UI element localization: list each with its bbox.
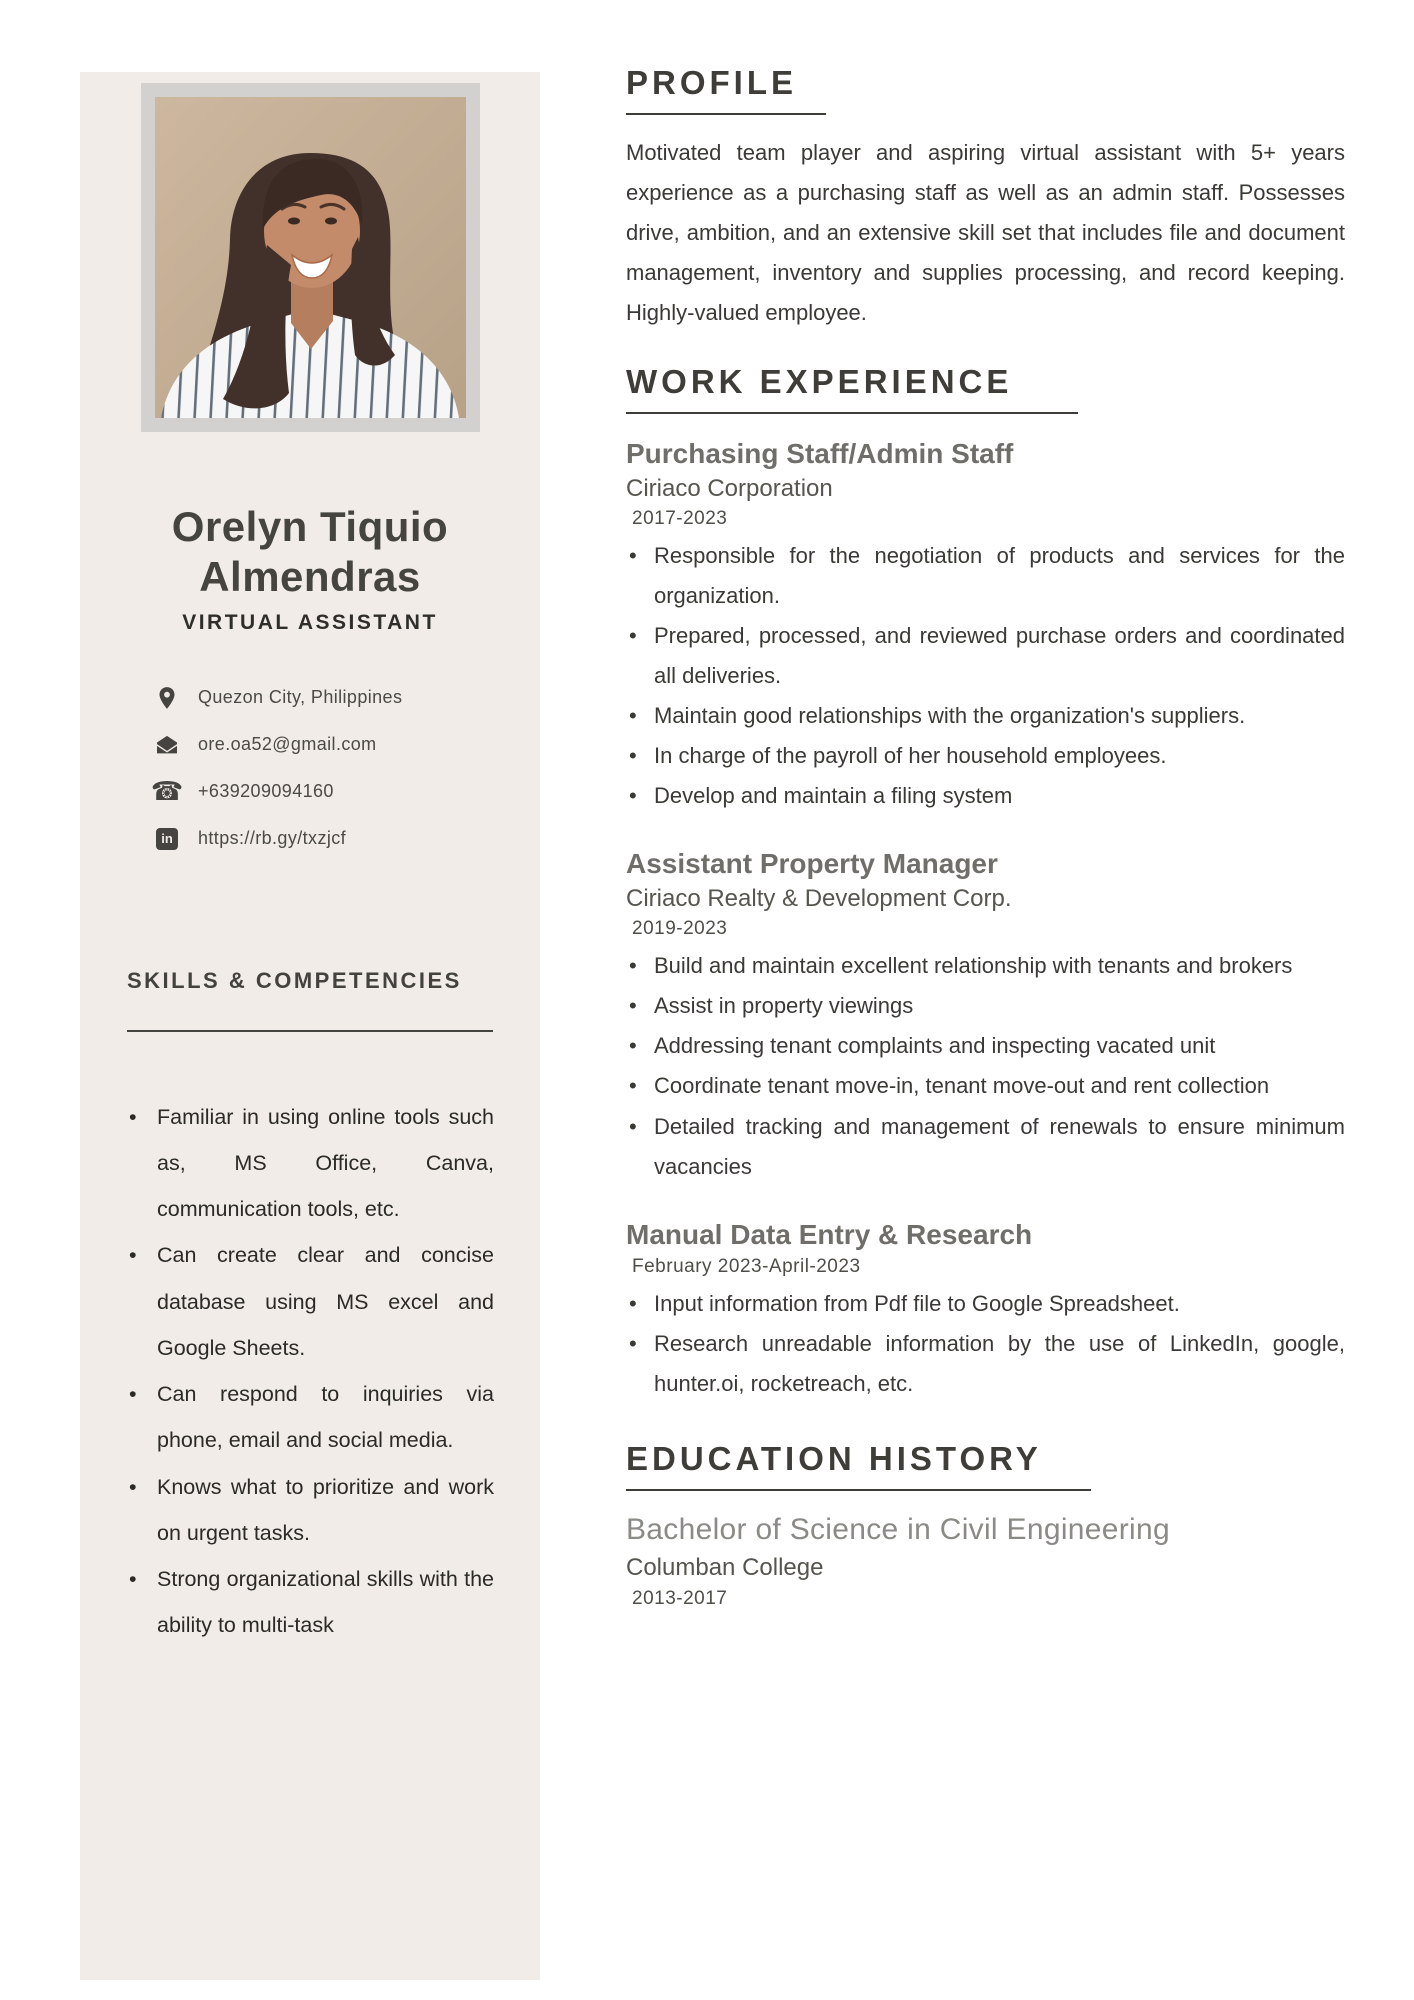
main-content	[626, 64, 1345, 1610]
job-title: Purchasing Staff/Admin Staff	[626, 438, 1014, 470]
person-role: VIRTUAL ASSISTANT	[182, 610, 438, 634]
job-entry-manual-data-entry	[626, 1219, 1345, 1404]
skills-list	[127, 1094, 494, 1649]
job-title: Manual Data Entry & Research	[626, 1218, 1033, 1250]
skill-item: • Familiar in using online tools such as, MS Office, Canva, communication tools, etc.	[127, 1094, 494, 1233]
contact-phone-text: +639209094160	[198, 781, 334, 802]
profile-section	[626, 64, 1345, 333]
job-dates: 2017-2023	[632, 508, 728, 530]
person-name-line2: Almendras	[199, 553, 421, 601]
contact-phone	[150, 776, 540, 807]
job-bullet-list	[626, 1284, 1345, 1404]
education-underline	[626, 1489, 1091, 1491]
skill-item: • Strong organizational skills with the ability to multi-task	[127, 1556, 494, 1648]
profile-text: Motivated team player and aspiring virtual assistant with 5+ years experience as a purchasing staff as well as an admin staff. Possesses drive, ambition, and an extensive skill set that includes file and document management, inventory and supplies processing, and record keeping. Highly-valued employee.	[626, 140, 1345, 326]
profile-photo	[155, 97, 466, 418]
education-heading: EDUCATION HISTORY	[626, 1439, 1042, 1477]
contact-location	[154, 685, 540, 711]
phone-icon: ☎	[150, 776, 184, 807]
contact-email-text: ore.oa52@gmail.com	[198, 734, 377, 755]
skills-underline	[127, 1030, 493, 1032]
job-bullet: • Detailed tracking and management of renewals to ensure minimum vacancies	[626, 1107, 1345, 1187]
job-company: Ciriaco Corporation	[626, 475, 833, 503]
job-bullet: • Prepared, processed, and reviewed purchase orders and coordinated all deliveries.	[626, 616, 1345, 696]
education-school: Columban College	[626, 1553, 824, 1581]
job-bullet: • Develop and maintain a filing system	[626, 776, 1345, 816]
job-bullet: • Build and maintain excellent relationship with tenants and brokers	[626, 946, 1345, 986]
job-bullet: • In charge of the payroll of her household employees.	[626, 736, 1345, 776]
sidebar	[80, 72, 540, 1980]
skill-item: • Knows what to prioritize and work on urgent tasks.	[127, 1464, 494, 1556]
skill-item: • Can respond to inquiries via phone, email and social media.	[127, 1371, 494, 1463]
job-entry-purchasing-staff	[626, 438, 1345, 816]
contact-linkedin-url[interactable]: https://rb.gy/txzjcf	[198, 828, 347, 849]
profile-heading: PROFILE	[626, 64, 798, 101]
job-bullet: • Responsible for the negotiation of products and services for the organization.	[626, 536, 1345, 616]
education-dates: 2013-2017	[632, 1587, 728, 1609]
education-section	[626, 1440, 1345, 1610]
skills-section	[80, 968, 540, 1649]
linkedin-icon: in	[154, 826, 180, 852]
skill-item: • Can create clear and concise database using MS excel and Google Sheets.	[127, 1232, 494, 1371]
person-name-line1: Orelyn Tiquio	[171, 503, 449, 550]
skills-heading: SKILLS & COMPETENCIES	[127, 967, 462, 993]
location-pin-icon	[154, 685, 180, 711]
contact-email	[154, 732, 540, 758]
job-bullet: • Research unreadable information by the use of LinkedIn, google, hunter.oi, rocketreach, etc.	[626, 1324, 1345, 1404]
job-bullet: • Assist in property viewings	[626, 986, 1345, 1026]
job-bullet: • Input information from Pdf file to Google Spreadsheet.	[626, 1284, 1345, 1324]
job-bullet-list	[626, 946, 1345, 1186]
job-bullet-list	[626, 536, 1345, 816]
education-degree: Bachelor of Science in Civil Engineering	[626, 1512, 1170, 1546]
job-entry-assistant-property-manager	[626, 848, 1345, 1186]
email-icon	[154, 732, 180, 758]
job-dates: 2019-2023	[632, 918, 728, 940]
job-title: Assistant Property Manager	[626, 848, 998, 880]
profile-photo-frame	[141, 83, 480, 432]
job-bullet: • Coordinate tenant move-in, tenant move-out and rent collection	[626, 1066, 1345, 1106]
job-bullet: • Maintain good relationships with the organization's suppliers.	[626, 696, 1345, 736]
profile-underline	[626, 113, 826, 115]
work-experience-section	[626, 363, 1345, 1404]
portrait-illustration	[155, 97, 466, 418]
contact-list	[80, 685, 540, 852]
job-bullet: • Addressing tenant complaints and inspecting vacated unit	[626, 1026, 1345, 1066]
work-experience-underline	[626, 412, 1078, 414]
contact-location-text: Quezon City, Philippines	[198, 687, 403, 708]
contact-linkedin	[154, 826, 540, 852]
job-company: Ciriaco Realty & Development Corp.	[626, 885, 1012, 913]
job-dates: February 2023-April-2023	[632, 1255, 861, 1277]
work-experience-heading: WORK EXPERIENCE	[626, 363, 1013, 401]
person-name	[80, 502, 540, 603]
